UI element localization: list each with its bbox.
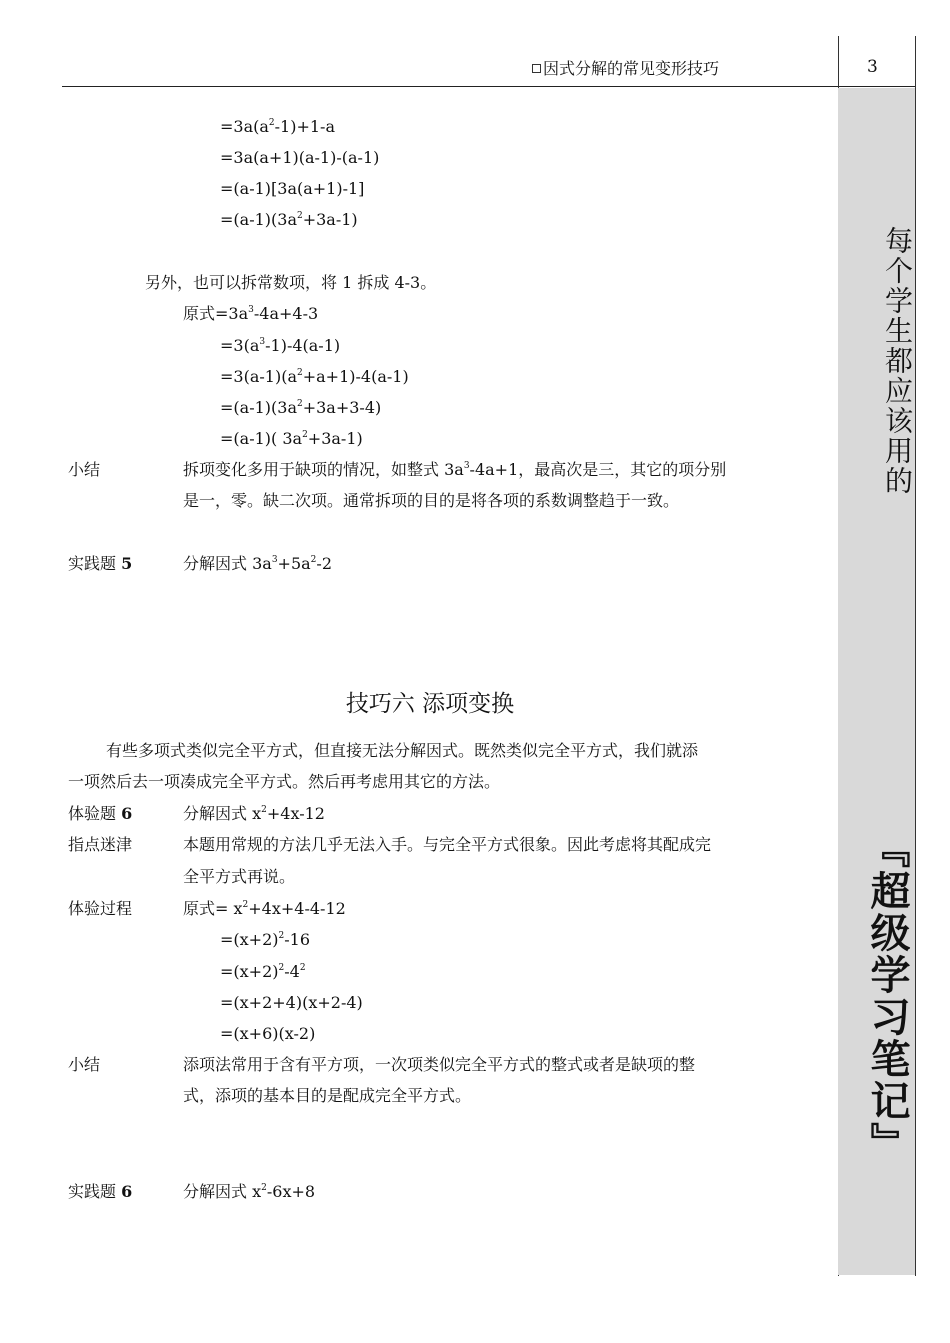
text-line: $=(x+2)^2-4^2$ [220, 962, 306, 981]
text-line: 另外，也可以拆常数项，将 1 拆成 4-3。 [145, 273, 437, 292]
sidebar [838, 88, 915, 1275]
text-line: 拆项变化多用于缺项的情况，如整式 $3a^3-4a+1$，最高次是三，其它的项分别 [183, 460, 727, 479]
text-line: 是一，零。缺二次项。通常拆项的目的是将各项的系数调整趋于一致。 [183, 491, 680, 510]
text-line: $=(x+2)^2-16$ [220, 930, 310, 949]
header-title-text: 因式分解的常见变形技巧 [543, 59, 720, 78]
text-line: 添项法常用于含有平方项，一次项类似完全平方式的整式或者是缺项的整 [183, 1055, 696, 1074]
text-line: 原式= $x^2+4x+4-4-12$ [183, 899, 346, 918]
text-line: 体验题 6 [68, 804, 133, 823]
text-line: 本题用常规的方法几乎无法入手。与完全平方式很象。因此考虑将其配成完 [183, 835, 712, 854]
text-line: 有些多项式类似完全平方式，但直接无法分解因式。既然类似完全平方式，我们就添 [106, 741, 699, 760]
text-line: 小结 [68, 460, 101, 479]
text-line: 全平方式再说。 [183, 867, 296, 886]
page-number: 3 [867, 57, 878, 77]
text-line: 分解因式 $x^2-6x+8$ [183, 1182, 316, 1201]
text-line: $=3(a-1)(a^2+a+1)-4(a-1)$ [220, 367, 409, 386]
text-line: 体验过程 [68, 899, 133, 918]
square-bullet-icon [532, 64, 541, 73]
text-line: 实践题 6 [68, 1182, 133, 1201]
text-line: =(a-1)( $3a^2+3a-1$) [220, 429, 363, 448]
text-line: $=(a-1)(3a^2+3a-1)$ [220, 210, 358, 229]
text-line: 一项然后去一项凑成完全平方式。然后再考虑用其它的方法。 [68, 772, 501, 791]
text-line: $=(a-1)(3a^2+3a+3-4)$ [220, 398, 382, 417]
header-title [532, 56, 719, 79]
text-line: =(x+2+4)(x+2-4) [220, 993, 363, 1012]
sidebar-top-text: 每个学生都应该用的 [881, 226, 914, 496]
sidebar-bottom-text: 『超级学习笔记』 [864, 828, 910, 1164]
text-line: 式，添项的基本目的是配成完全平方式。 [183, 1086, 472, 1105]
section-title: 技巧六 添项变换 [345, 691, 515, 717]
header-line [62, 86, 916, 87]
text-line: 小结 [68, 1055, 101, 1074]
text-line: 实践题 5 [68, 554, 133, 573]
text-line: =(x+6)(x-2) [220, 1024, 316, 1043]
text-line: =(a-1)[3a(a+1)-1] [220, 179, 365, 198]
text-line: 分解因式 $x^2+4x-12$ [183, 804, 325, 823]
text-line: 指点迷津 [68, 835, 133, 854]
text-line: $=3a(a^2-1)+1-a$ [220, 117, 335, 136]
text-line: =3a(a+1)(a-1)-(a-1) [220, 148, 380, 167]
text-line: $=3(a^3-1)-4(a-1)$ [220, 336, 341, 355]
text-line: 原式$=3a^3-4a+4-3$ [183, 304, 319, 323]
text-line: 分解因式 $3a^3+5a^2-2$ [183, 554, 332, 573]
